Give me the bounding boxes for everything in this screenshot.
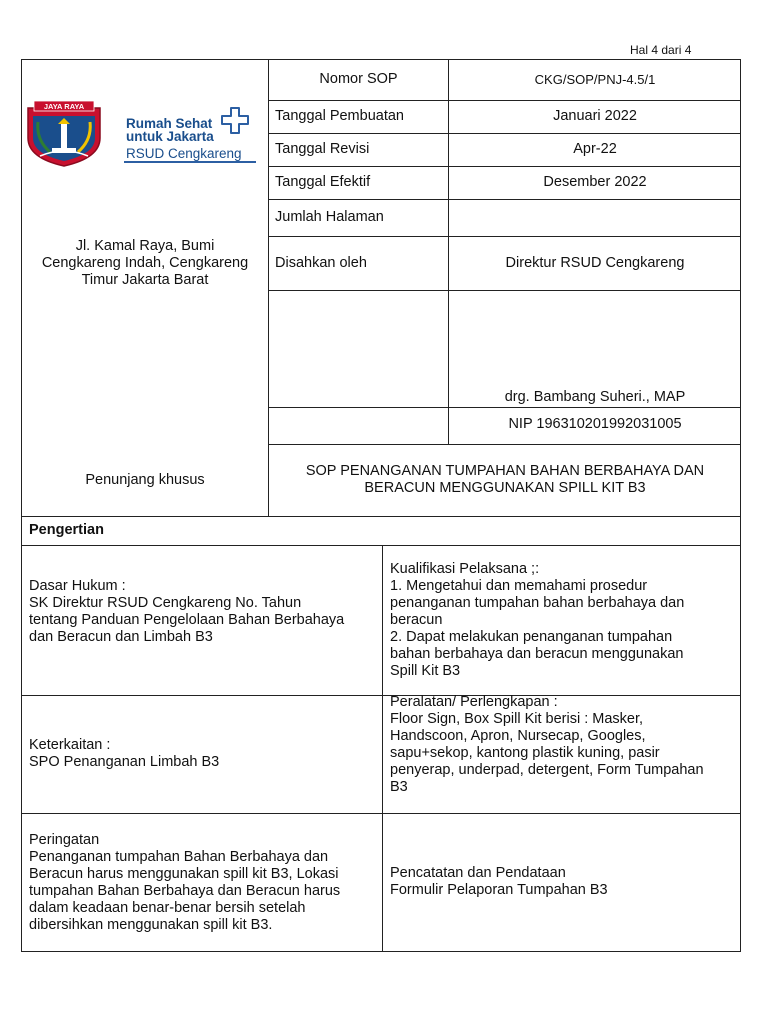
divider [268,59,269,517]
divider [268,290,741,291]
keterkaitan: Keterkaitan : SPO Penanganan Limbah B3 [29,737,220,770]
logo-brand-text [126,117,214,143]
unit-name: Penunjang khusus [85,472,205,488]
divider [268,100,741,101]
cross-plus-icon [218,106,254,136]
row-value-revisi: Apr-22 [573,141,617,157]
row-label-revisi: Tanggal Revisi [275,141,370,157]
row-value-pembuatan: Januari 2022 [553,108,637,124]
row-label-disahkan: Disahkan oleh [275,255,367,271]
row-value-efektif: Desember 2022 [543,174,647,190]
peringatan: Peringatan Penanganan tumpahan Bahan Berbahaya dan Beracun harus menggunakan spill kit B3, Lokasi tumpahan Bahan Berbahaya dan Beracun harus dalam keadaan benar-benar bersih setelah dibersihkan menggunakan spill kit B3. [29,832,341,933]
jakarta-emblem-icon [24,100,104,168]
row-label-halaman: Jumlah Halaman [275,209,384,225]
divider [21,813,741,814]
svg-text:JAYA RAYA: JAYA RAYA [43,102,85,111]
divider [268,199,741,200]
divider [382,545,383,952]
divider [268,444,741,445]
row-value-disahkan: Direktur RSUD Cengkareng [505,255,685,271]
divider [268,236,741,237]
divider [268,166,741,167]
peralatan: Peralatan/ Perlengkapan : Floor Sign, Box Spill Kit berisi : Masker, Handscoon, Apron, Nursecap, Googles, sapu+sekop, kantong plastik kuning, pasir penyerap, underpad, detergent, Form Tumpahan B3 [390,694,704,795]
divider [268,407,741,408]
kualifikasi-pelaksana: Kualifikasi Pelaksana ;: 1. Mengetahui dan memahami prosedur penanganan tumpahan bahan berbahaya dan beracun 2. Dapat melakukan penanganan tumpahan bahan berbahaya dan beracun menggunakan Spill Kit B3 [390,561,685,679]
pencatatan: Pencatatan dan Pendataan Formulir Pelaporan Tumpahan B3 [390,865,608,898]
row-label-pembuatan: Tanggal Pembuatan [275,108,404,124]
row-label-efektif: Tanggal Efektif [275,174,371,190]
signer-nip: NIP 196310201992031005 [508,416,682,432]
section-title: Pengertian [29,522,104,538]
dasar-hukum: Dasar Hukum : SK Direktur RSUD Cengkareng No. Tahun tentang Panduan Pengelolaan Bahan Berbahaya dan Beracun dan Limbah B3 [29,578,345,645]
logo-hospital-name: RSUD Cengkareng [126,146,242,161]
row-label-nomor: Nomor SOP [319,71,398,87]
divider [21,545,741,546]
logo-line-1: Rumah Sehat [126,116,213,131]
logo-divider [124,161,256,163]
signer-name: drg. Bambang Suheri., MAP [504,389,686,405]
logo-line-2: untuk Jakarta [126,129,214,144]
row-value-nomor: CKG/SOP/PNJ-4.5/1 [534,72,656,87]
sop-title: SOP PENANGANAN TUMPAHAN BAHAN BERBAHAYA DAN BERACUN MENGGUNAKAN SPILL KIT B3 [305,463,705,496]
hospital-address: Jl. Kamal Raya, Bumi Cengkareng Indah, Cengkareng Timur Jakarta Barat [41,238,249,288]
divider [268,133,741,134]
page-indicator: Hal 4 dari 4 [630,43,692,57]
